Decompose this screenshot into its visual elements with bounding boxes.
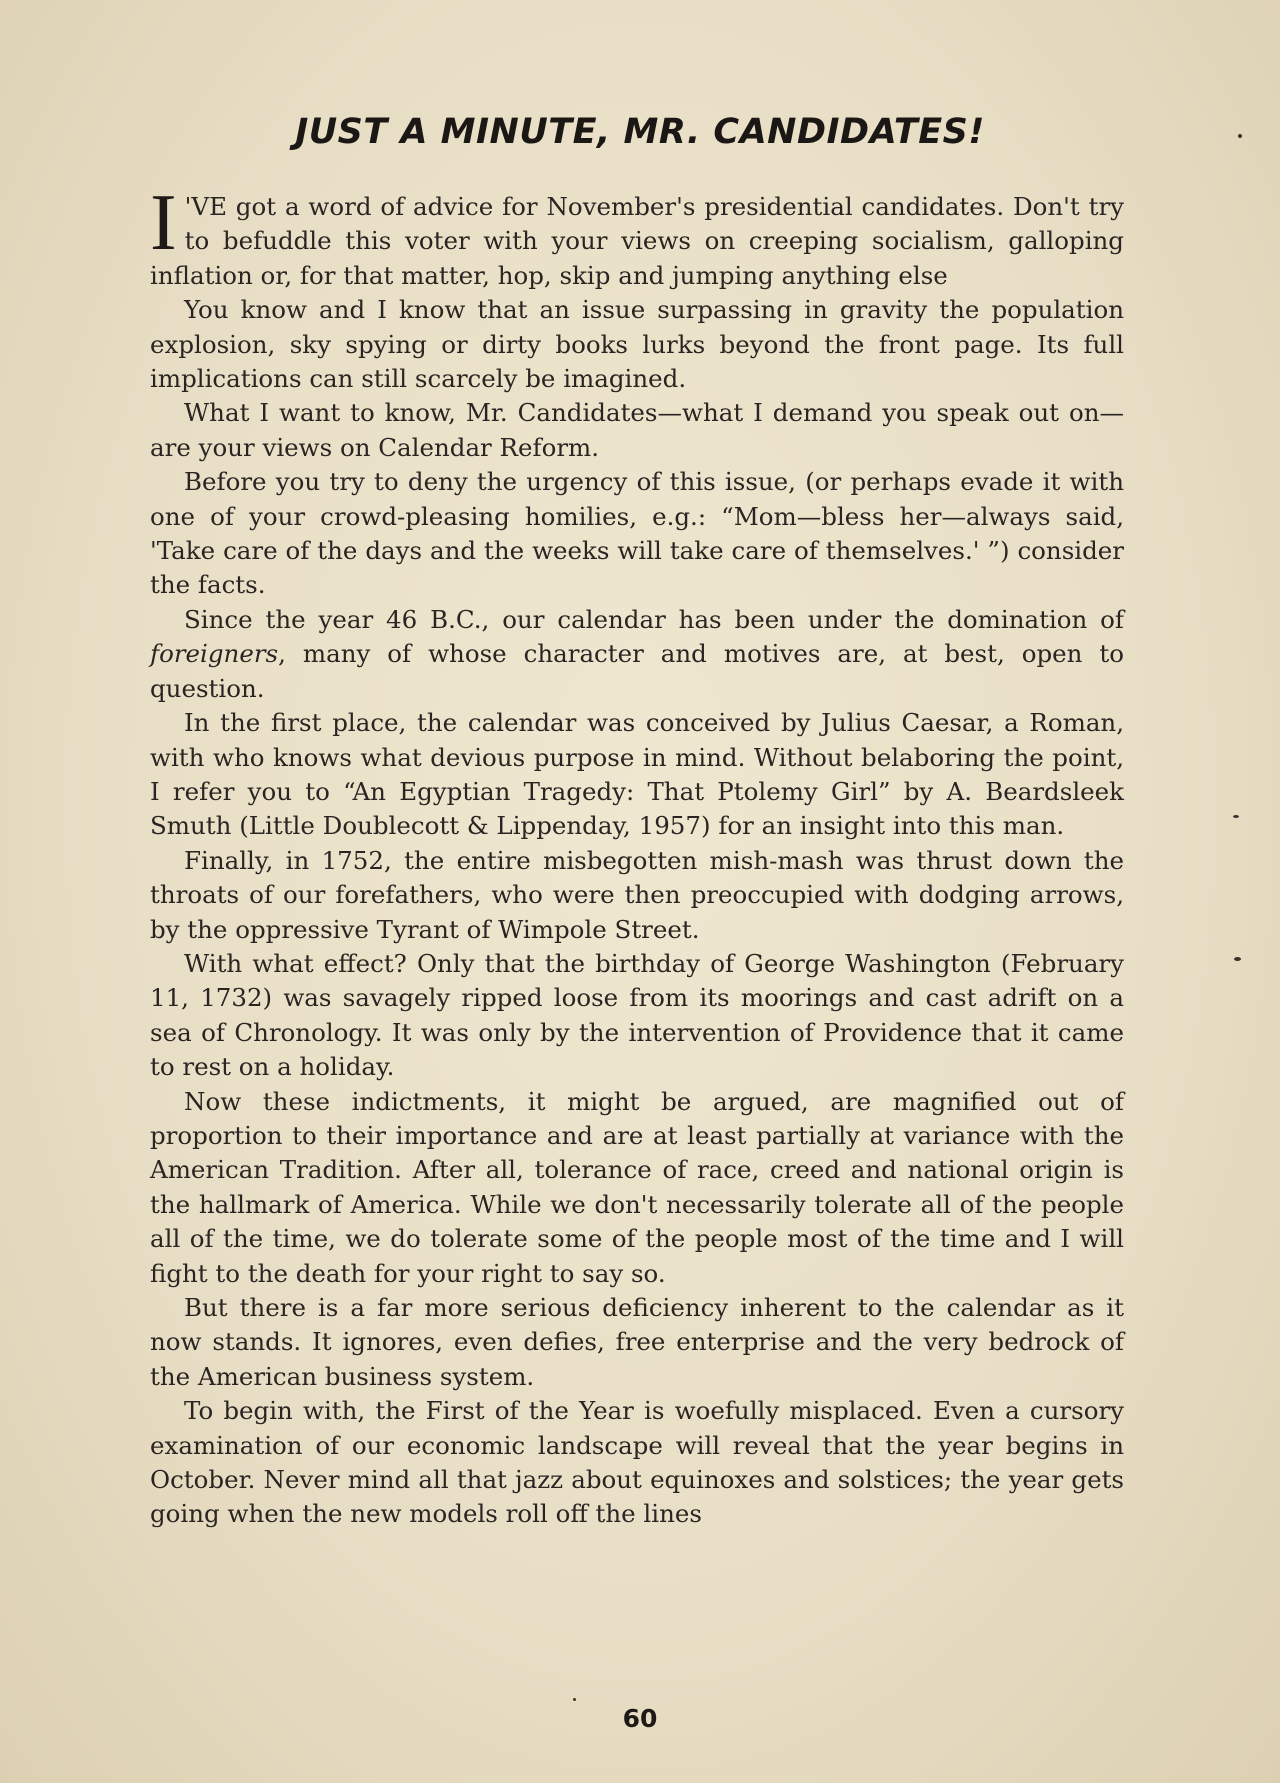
paragraph-2: You know and I know that an issue surpassing in gravity the population explosion, sky spying or dirty books lurks beyond the front page. Its full implications can still scarcely be imagined.	[150, 295, 1124, 394]
paragraph-6: In the first place, the calendar was conceived by Julius Caesar, a Roman, with who knows what devious purpose in mind. Without belaboring the point, I refer you to “An Egyptian Tragedy: That Ptolemy Girl” by A. Beardsleek Smuth (Little Doublecott & Lippenday, 1957) for an insight into this man.	[150, 708, 1124, 841]
drop-cap: I	[150, 179, 177, 267]
paragraph-1	[150, 179, 1124, 293]
paragraph-3: What I want to know, Mr. Candidates—what I demand you speak out on—are your views on Calendar Reform.	[150, 398, 1124, 462]
ink-speck	[1234, 957, 1241, 961]
paragraph-7: Finally, in 1752, the entire misbegotten mish-mash was thrust down the throats of our forefathers, who were then preoccupied with dodging arrows, by the oppressive Tyrant of Wimpole Street.	[150, 845, 1124, 944]
paragraph-text: 'VE got a word of advice for November's presidential candidates. Don't try to befuddle this voter with your views on creeping socialism, galloping inflation or, for that matter, hop, skip and jumping anything else	[150, 192, 1124, 290]
ink-speck	[573, 1698, 576, 1701]
paragraph-4: Before you try to deny the urgency of this issue, (or perhaps evade it with one of your crowd-pleasing homilies, e.g.: “Mom—bless her—always said, 'Take care of the days and the weeks will take care of themselves.' ”) consider the facts.	[150, 467, 1124, 600]
paragraph-10: But there is a far more serious deficiency inherent to the calendar as it now stands. It ignores, even defies, free enterprise and the very bedrock of the American business system.	[150, 1293, 1124, 1391]
italic-word: foreigners	[150, 639, 279, 669]
paragraph-text: Since the year 46 B.C., our calendar has been under the domination of	[184, 604, 1124, 634]
ink-speck	[1238, 134, 1242, 138]
paragraph-5	[150, 603, 1124, 706]
paragraph-8: With what effect? Only that the birthday of George Washington (February 11, 1732) was savagely ripped loose from its moorings and cast adrift on a sea of Chronology. It was only by the intervention of Providence that it came to rest on a holiday.	[150, 948, 1124, 1082]
article-title: JUST A MINUTE, MR. CANDIDATES!	[295, 112, 985, 152]
ink-speck	[1233, 815, 1239, 818]
paragraph-text: , many of whose character and motives are, at best, open to question.	[150, 639, 1124, 703]
article-body	[150, 179, 1124, 1532]
paragraph-9: Now these indictments, it might be argued, are magnified out of proportion to their importance and are at least partially at variance with the American Tradition. After all, tolerance of race, creed and national origin is the hallmark of America. While we don't necessarily tolerate all of the people all of the time, we do tolerate some of the people most of the time and I will fight to the death for your right to say so.	[150, 1086, 1124, 1288]
paragraph-11: To begin with, the First of the Year is woefully misplaced. Even a cursory examination of our economic landscape will reveal that the year begins in October. Never mind all that jazz about equinoxes and solstices; the year gets going when the new models roll off the lines	[150, 1396, 1124, 1529]
page-number: 60	[622, 1704, 658, 1733]
